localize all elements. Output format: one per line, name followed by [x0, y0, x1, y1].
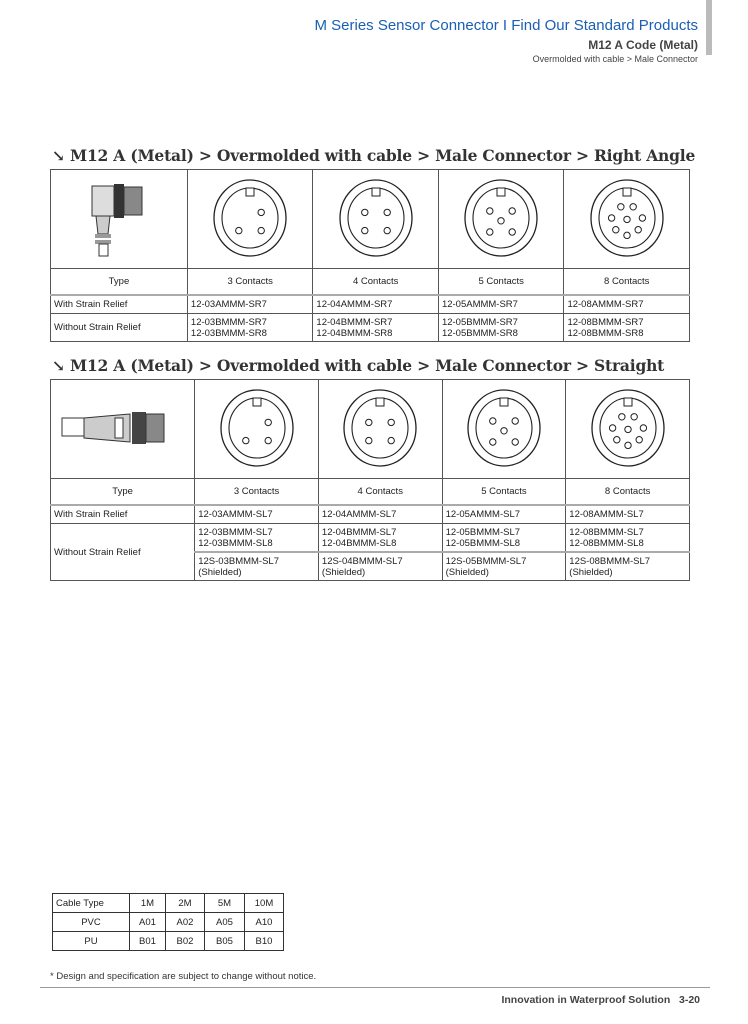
table-cell: A10 [245, 913, 284, 932]
column-header: 8 Contacts [564, 269, 690, 296]
column-header: Type [51, 479, 195, 506]
table-row [51, 314, 690, 342]
column-header: 4 Contacts [313, 269, 439, 296]
pin-diagram [313, 170, 439, 269]
part-number [442, 524, 566, 553]
table-cell: A05 [205, 913, 245, 932]
part-number: 12-03AMMM-SR7 [187, 295, 313, 314]
part-number-line: 12S-03BMMM-SL7 [198, 555, 279, 567]
part-number-line: 12S-08BMMM-SL7 [569, 555, 651, 567]
part-number-line: 12-08BMMM-SR7 [567, 316, 644, 328]
right-angle-connector-icon [84, 178, 154, 258]
pin-diagram [438, 170, 564, 269]
table-cell: B10 [245, 932, 284, 951]
product-image [51, 170, 188, 269]
arrow-icon: ↘ [52, 356, 70, 375]
page-subtitle: M12 A Code (Metal) [588, 38, 698, 52]
footer-divider [40, 987, 710, 988]
table-row [51, 479, 690, 506]
part-number-line: 12-05BMMM-SR8 [441, 327, 518, 339]
part-number-line: 12S-04BMMM-SL7 [321, 555, 403, 567]
section-title-straight: ↘ M12 A (Metal) > Overmolded with cable > Male Connector > Straight [52, 356, 665, 375]
table-cell: PU [53, 932, 130, 951]
header-accent-bar [706, 0, 712, 55]
row-label: Without Strain Relief [51, 314, 188, 342]
part-number-line: 12-08BMMM-SL8 [569, 537, 644, 549]
table-cell: PVC [53, 913, 130, 932]
straight-table [50, 379, 690, 581]
connector-face-8-pin-icon [587, 178, 667, 258]
part-number-line: 12-04BMMM-SL8 [321, 537, 397, 549]
part-number: 12-05AMMM-SR7 [438, 295, 564, 314]
part-number [187, 314, 313, 342]
part-number [564, 314, 690, 342]
part-number: 12-08AMMM-SR7 [564, 295, 690, 314]
part-number-line: 12S-05BMMM-SL7 [445, 555, 527, 567]
column-header: 4 Contacts [318, 479, 442, 506]
footer-text: Innovation in Waterproof Solution 3-20 [501, 994, 700, 1006]
footnote: * Design and specification are subject to change without notice. [50, 971, 317, 982]
straight-connector-icon [60, 408, 185, 448]
part-number [195, 524, 319, 553]
column-header: Cable Type [53, 894, 130, 913]
shielded-note: (Shielded) [569, 566, 613, 578]
column-header: 5 Contacts [438, 269, 564, 296]
part-number [195, 552, 319, 581]
column-header: Type [51, 269, 188, 296]
part-number [566, 552, 690, 581]
column-header: 1M [130, 894, 166, 913]
part-number-line: 12-05BMMM-SL8 [445, 537, 521, 549]
table-row [51, 170, 690, 269]
part-number-line: 12-03BMMM-SL7 [198, 526, 273, 538]
part-number-line: 12-05BMMM-SR7 [441, 316, 518, 328]
row-label: Without Strain Relief [51, 524, 195, 581]
row-label: With Strain Relief [51, 295, 188, 314]
column-header: 8 Contacts [566, 479, 690, 506]
column-header: 2M [166, 894, 205, 913]
part-number [442, 552, 566, 581]
connector-face-3-pin-icon [210, 178, 290, 258]
part-number-line: 12-03BMMM-SR7 [190, 316, 267, 328]
part-number-line: 12-05BMMM-SL7 [445, 526, 521, 538]
table-row [51, 505, 690, 524]
table-cell: B05 [205, 932, 245, 951]
pin-diagram [187, 170, 313, 269]
arrow-icon: ↘ [52, 146, 70, 165]
shielded-note: (Shielded) [445, 566, 489, 578]
connector-face-4-pin-icon [340, 388, 420, 468]
part-number: 12-03AMMM-SL7 [195, 505, 319, 524]
table-cell: B02 [166, 932, 205, 951]
connector-face-8-pin-icon [588, 388, 668, 468]
cable-type-table [52, 893, 284, 951]
column-header: 10M [245, 894, 284, 913]
pin-diagram [564, 170, 690, 269]
connector-face-3-pin-icon [217, 388, 297, 468]
table-row [51, 380, 690, 479]
row-label: With Strain Relief [51, 505, 195, 524]
shielded-note: (Shielded) [198, 566, 242, 578]
table-cell: A01 [130, 913, 166, 932]
column-header: 5M [205, 894, 245, 913]
part-number [318, 524, 442, 553]
pin-diagram [318, 380, 442, 479]
pin-diagram [195, 380, 319, 479]
part-number [313, 314, 439, 342]
part-number-line: 12-08BMMM-SR8 [567, 327, 644, 339]
part-number: 12-04AMMM-SR7 [313, 295, 439, 314]
section-title-right-angle: ↘ M12 A (Metal) > Overmolded with cable > Male Connector > Right Angle [52, 146, 696, 165]
part-number: 12-08AMMM-SL7 [566, 505, 690, 524]
table-row [53, 932, 284, 951]
table-row [51, 295, 690, 314]
table-row [53, 913, 284, 932]
column-header: 3 Contacts [195, 479, 319, 506]
shielded-note: (Shielded) [321, 566, 366, 578]
connector-face-5-pin-icon [464, 388, 544, 468]
part-number-line: 12-04BMMM-SR8 [316, 327, 393, 339]
column-header: 3 Contacts [187, 269, 313, 296]
pin-diagram [442, 380, 566, 479]
breadcrumb: Overmolded with cable > Male Connector [532, 54, 698, 64]
table-row [53, 894, 284, 913]
part-number: 12-05AMMM-SL7 [442, 505, 566, 524]
part-number [566, 524, 690, 553]
part-number [318, 552, 442, 581]
right-angle-table [50, 169, 690, 342]
table-row [51, 524, 690, 553]
part-number: 12-04AMMM-SL7 [318, 505, 442, 524]
table-cell: B01 [130, 932, 166, 951]
part-number-line: 12-08BMMM-SL7 [569, 526, 644, 538]
product-image [51, 380, 195, 479]
connector-face-4-pin-icon [336, 178, 416, 258]
column-header: 5 Contacts [442, 479, 566, 506]
part-number [438, 314, 564, 342]
connector-face-5-pin-icon [461, 178, 541, 258]
pin-diagram [566, 380, 690, 479]
table-row [51, 269, 690, 296]
part-number-line: 12-04BMMM-SR7 [316, 316, 393, 328]
table-cell: A02 [166, 913, 205, 932]
part-number-line: 12-03BMMM-SR8 [190, 327, 267, 339]
part-number-line: 12-03BMMM-SL8 [198, 537, 273, 549]
page-title: M Series Sensor Connector I Find Our Standard Products [314, 17, 698, 34]
part-number-line: 12-04BMMM-SL7 [321, 526, 397, 538]
